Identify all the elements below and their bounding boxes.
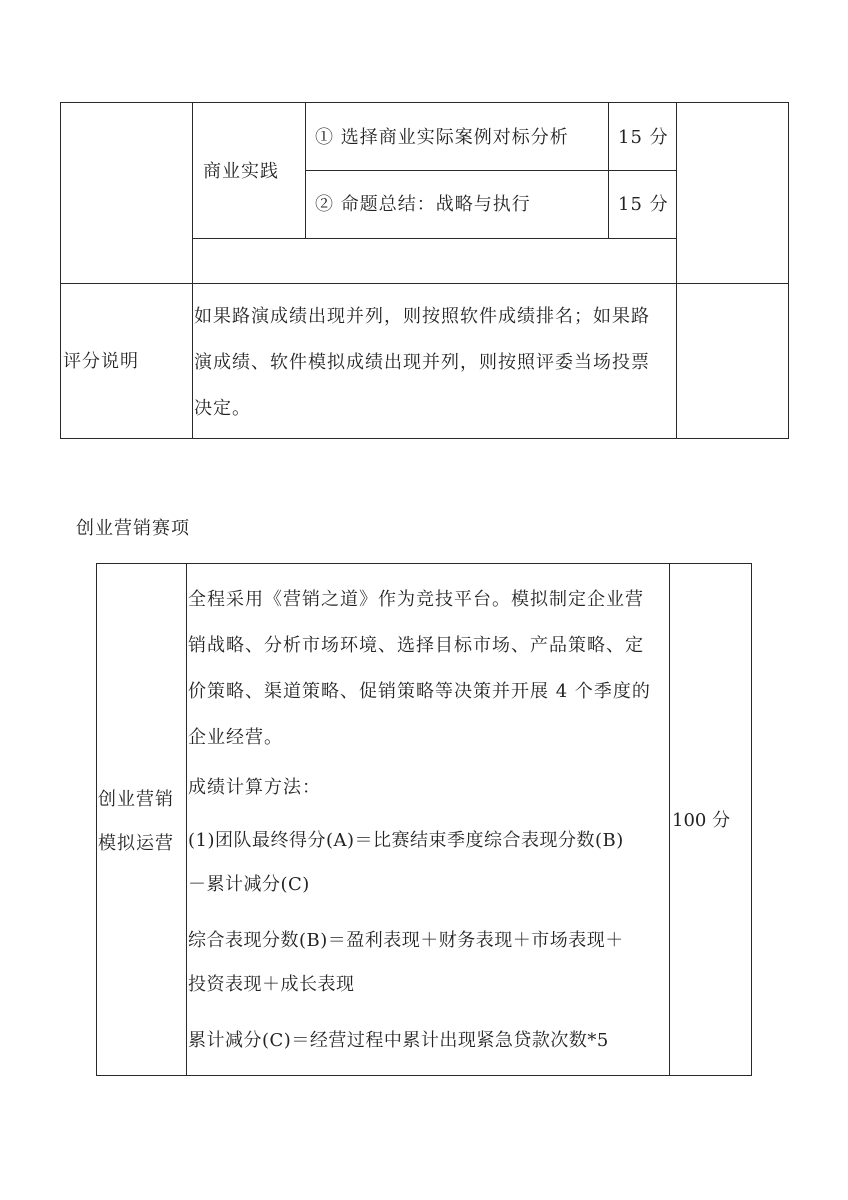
marketing-label [98,778,174,866]
formula-3: 累计减分(C)＝经营过程中累计出现紧急贷款次数*5 [188,1030,609,1051]
intro-line: 企业经营。 [188,727,283,748]
formula-2-line: 投资表现＋成长表现 [188,974,355,995]
section-title: 创业营销赛项 [76,518,190,539]
marketing-label-line: 创业营销 [98,789,174,810]
practice-item-1: ① 选择商业实际案例对标分析 [315,127,569,148]
scoring-note-line: 演成绩、软件模拟成绩出现并列，则按照评委当场投票 [194,352,650,373]
formula-2-line: 综合表现分数(B)＝盈利表现＋财务表现＋市场表现＋ [188,930,624,951]
scoring-note-text [194,294,650,432]
formula-1 [188,819,624,907]
intro-line: 销战略、分析市场环境、选择目标市场、产品策略、定 [188,635,644,656]
scoring-note-line: 如果路演成绩出现并列，则按照软件成绩排名；如果路 [194,306,650,327]
marketing-label-line: 模拟运营 [98,833,174,854]
business-practice-label: 商业实践 [203,161,279,182]
scoring-note-label: 评分说明 [63,351,139,372]
intro-line: 价策略、渠道策略、促销策略等决策并开展 4 个季度的 [188,681,651,702]
formula-1-line: (1)团队最终得分(A)＝比赛结束季度综合表现分数(B) [188,830,624,851]
practice-item-2-score: 15 分 [618,194,669,215]
method-title: 成绩计算方法： [188,777,321,798]
formula-1-line: －累计减分(C) [188,874,310,895]
intro-line: 全程采用《营销之道》作为竞技平台。模拟制定企业营 [188,589,644,610]
scoring-note-line: 决定。 [194,398,251,419]
formula-2 [188,919,624,1007]
practice-item-2: ② 命题总结：战略与执行 [315,194,531,215]
practice-item-1-score: 15 分 [618,127,669,148]
marketing-intro [188,577,651,761]
marketing-score: 100 分 [672,810,731,831]
